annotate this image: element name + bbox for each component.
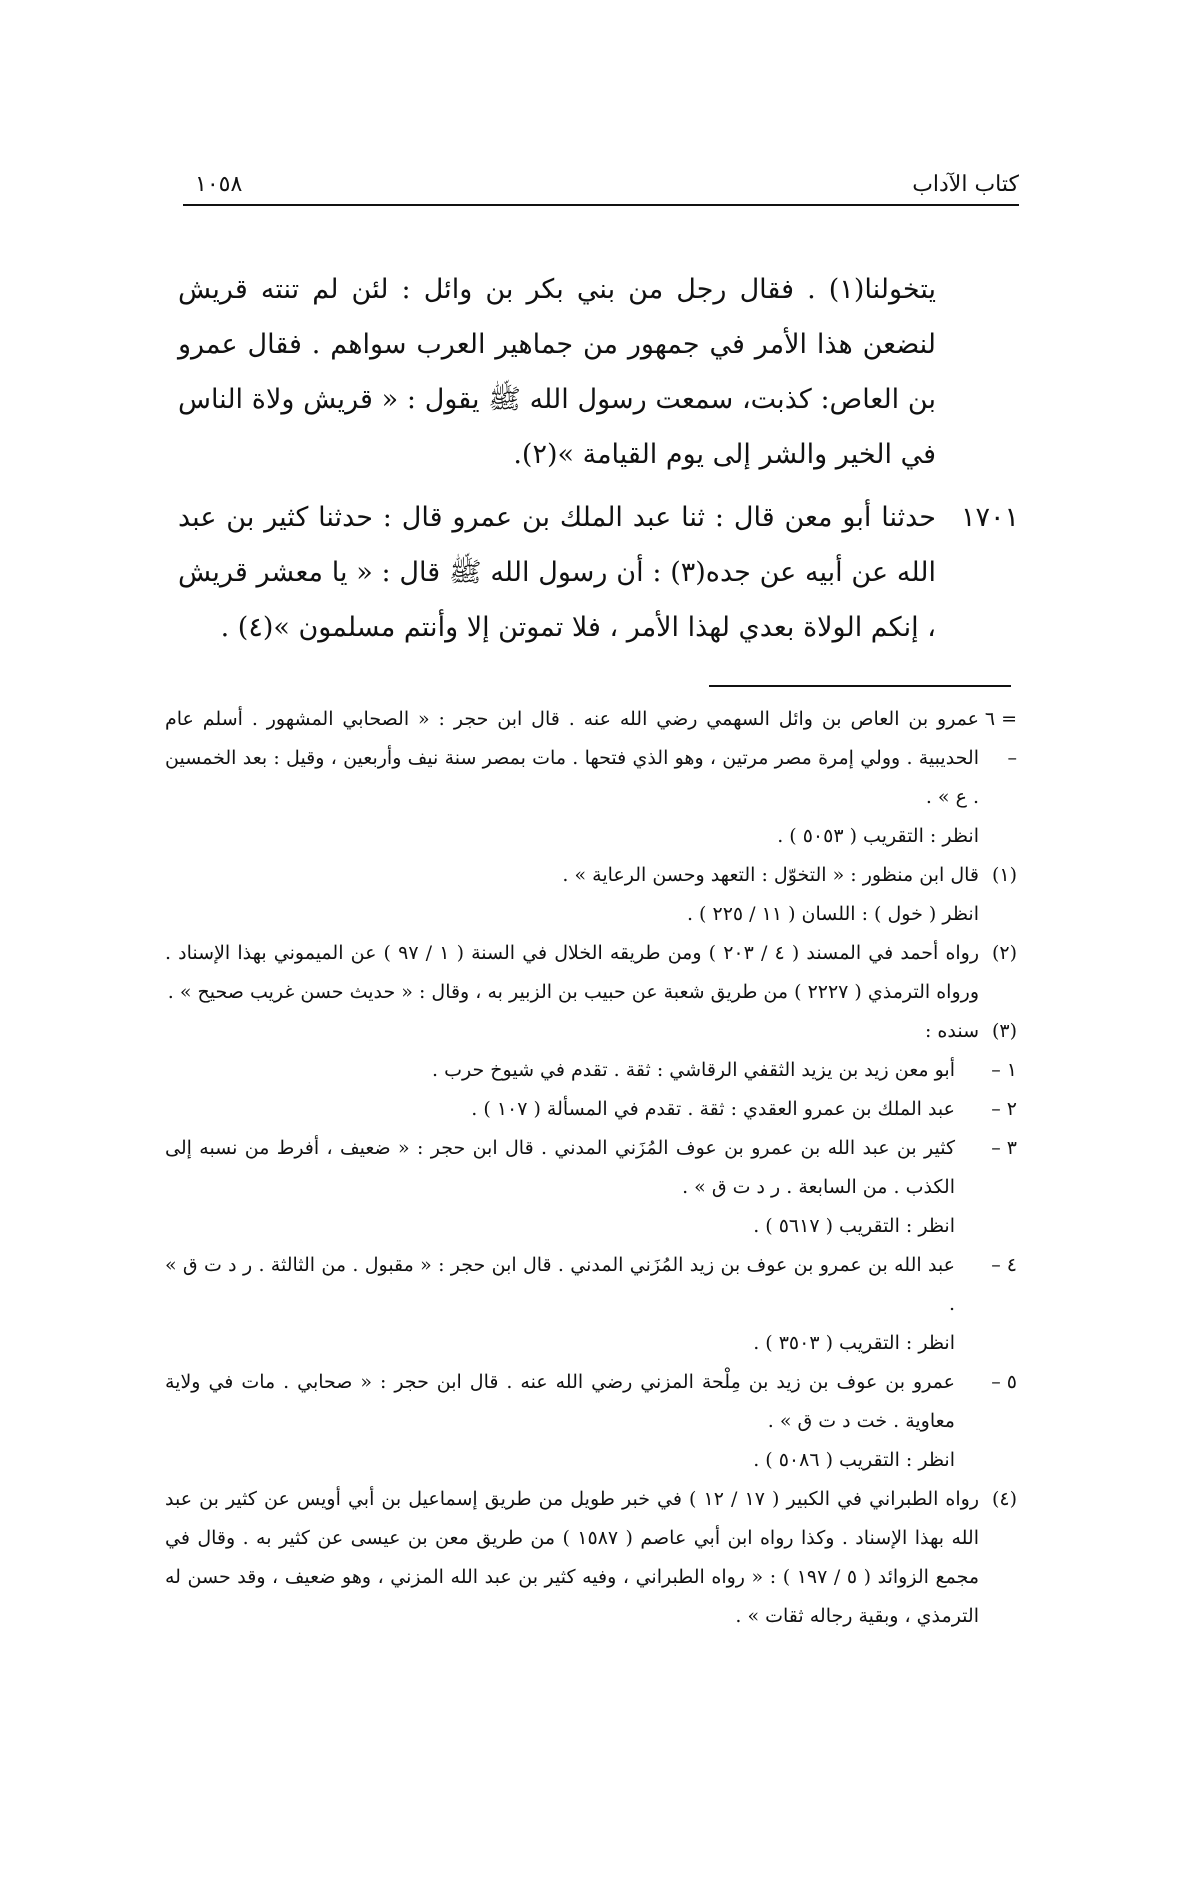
footnote-text: انظر : التقريب ( ٥٦١٧ ) . <box>753 1215 955 1237</box>
footnote-marker: (٤) <box>991 1488 1017 1510</box>
main-text <box>178 262 936 482</box>
main-paragraph: يتخولنا(١) . فقال رجل من بني بكر بن وائل : لئن لم تنته قريش لنضعن هذا الأمر في جمهور من جماهير العرب سواهم . فقال عمرو بن العاص: كذبت، سمعت رسول الله ﷺ يقول : « قريش ولاة الناس في الخير والشر إلى يوم القيامة »(٢). <box>178 274 936 470</box>
footnote-marker: ١ – <box>991 1059 1017 1081</box>
footnote-marker: ٣ – <box>991 1137 1017 1159</box>
footnote-marker <box>955 1324 1017 1363</box>
footnote-item <box>165 934 1017 1012</box>
footnote-item <box>165 1480 1017 1636</box>
footnote-item <box>165 1246 1017 1324</box>
footnote-item <box>165 1012 1017 1051</box>
footnote-rule <box>709 685 1011 687</box>
footnote-text: انظر : التقريب ( ٣٥٠٣ ) . <box>753 1332 955 1354</box>
footnote-marker <box>979 895 1017 934</box>
footnote-item <box>165 1051 1017 1090</box>
footnote-item <box>165 1090 1017 1129</box>
footnote-text: عمرو بن عوف بن زيد بن مِلْحة المزني رضي الله عنه . قال ابن حجر : « صحابي . مات في ولاية معاوية . خت د ت ق » . <box>165 1371 955 1432</box>
footnote-text: انظر ( خول ) : اللسان ( ١١ / ٢٢٥ ) . <box>686 903 979 925</box>
running-header <box>183 172 1019 206</box>
footnote-text: قال ابن منظور : « التخوّل : التعهد وحسن الرعاية » . <box>562 864 979 886</box>
footnote-marker <box>979 817 1017 856</box>
footnote-text: أبو معن زيد بن يزيد الثقفي الرقاشي : ثقة . تقدم في شيوخ حرب . <box>432 1059 955 1081</box>
footnote-marker <box>955 1207 1017 1246</box>
footnote-item <box>165 1363 1017 1441</box>
footnote-marker: = ٦ – <box>984 708 1017 769</box>
hadith-block <box>178 490 1019 655</box>
footnote-text: عمرو بن العاص بن وائل السهمي رضي الله عنه . قال ابن حجر : « الصحابي المشهور . أسلم عام الحديبية . وولي إمرة مصر مرتين ، وهو الذي فتحها . مات بمصر سنة نيف وأربعين ، وقيل : بعد الخمسين . ع » . <box>165 708 979 808</box>
footnote-text: سنده : <box>924 1020 979 1042</box>
footnote-text: انظر : التقريب ( ٥٠٥٣ ) . <box>777 825 979 847</box>
footnote-item <box>165 817 1017 856</box>
book-title: كتاب الآداب <box>912 172 1019 197</box>
footnote-text: رواه الطبراني في الكبير ( ١٧ / ١٢ ) في خبر طويل من طريق إسماعيل بن أبي أويس عن كثير بن عبد الله بهذا الإسناد . وكذا رواه ابن أبي عاصم ( ١٥٨٧ ) من طريق معن بن عيسى عن كثير به . وقال في مجمع الزوائد ( ٥ / ١٩٧ ) : « رواه الطبراني ، وفيه كثير بن عبد الله المزني ، وهو ضعيف ، وقد حسن له الترمذي ، وبقية رجاله ثقات » . <box>165 1488 980 1627</box>
header-rule <box>183 204 1019 206</box>
footnote-item <box>165 1324 1017 1363</box>
footnote-text: عبد الملك بن عمرو العقدي : ثقة . تقدم في المسألة ( ١٠٧ ) . <box>471 1098 955 1120</box>
footnote-item <box>165 1207 1017 1246</box>
footnote-item <box>165 1441 1017 1480</box>
footnote-item <box>165 700 1017 817</box>
footnote-text: كثير بن عبد الله بن عمرو بن عوف المُزَني المدني . قال ابن حجر : « ضعيف ، أفرط من نسبه إلى الكذب . من السابعة . ر د ت ق » . <box>165 1137 955 1198</box>
footnote-item <box>165 856 1017 895</box>
footnote-text: انظر : التقريب ( ٥٠٨٦ ) . <box>753 1449 955 1471</box>
footnote-text: رواه أحمد في المسند ( ٤ / ٢٠٣ ) ومن طريقه الخلال في السنة ( ١ / ٩٧ ) عن الميموني بهذا الإسناد . ورواه الترمذي ( ٢٢٢٧ ) من طريق شعبة عن حبيب بن الزبير به ، وقال : « حديث حسن غريب صحيح » . <box>165 942 980 1003</box>
footnote-text: عبد الله بن عمرو بن عوف بن زيد المُزَني المدني . قال ابن حجر : « مقبول . من الثالثة . ر د ت ق » . <box>165 1254 955 1315</box>
footnote-item <box>165 1129 1017 1207</box>
footnote-marker: ٤ – <box>991 1254 1017 1276</box>
page-number: ١٠٥٨ <box>195 172 243 197</box>
footnote-marker: (٢) <box>991 942 1017 964</box>
footnotes <box>165 700 1017 1636</box>
footnote-marker <box>955 1441 1017 1480</box>
footnote-marker: ٢ – <box>991 1098 1017 1120</box>
hadith-text: حدثنا أبو معن قال : ثنا عبد الملك بن عمرو قال : حدثنا كثير بن عبد الله عن أبيه عن جده(٣) : أن رسول الله ﷺ قال : « يا معشر قريش ، إنكم الولاة بعدي لهذا الأمر ، فلا تموتن إلا وأنتم مسلمون »(٤) . <box>178 502 936 643</box>
footnote-marker: (١) <box>991 864 1017 886</box>
footnote-item <box>165 895 1017 934</box>
footnote-marker: ٥ – <box>991 1371 1017 1393</box>
footnote-marker: (٣) <box>991 1020 1017 1042</box>
hadith-number: ١٧٠١ <box>960 502 1019 533</box>
